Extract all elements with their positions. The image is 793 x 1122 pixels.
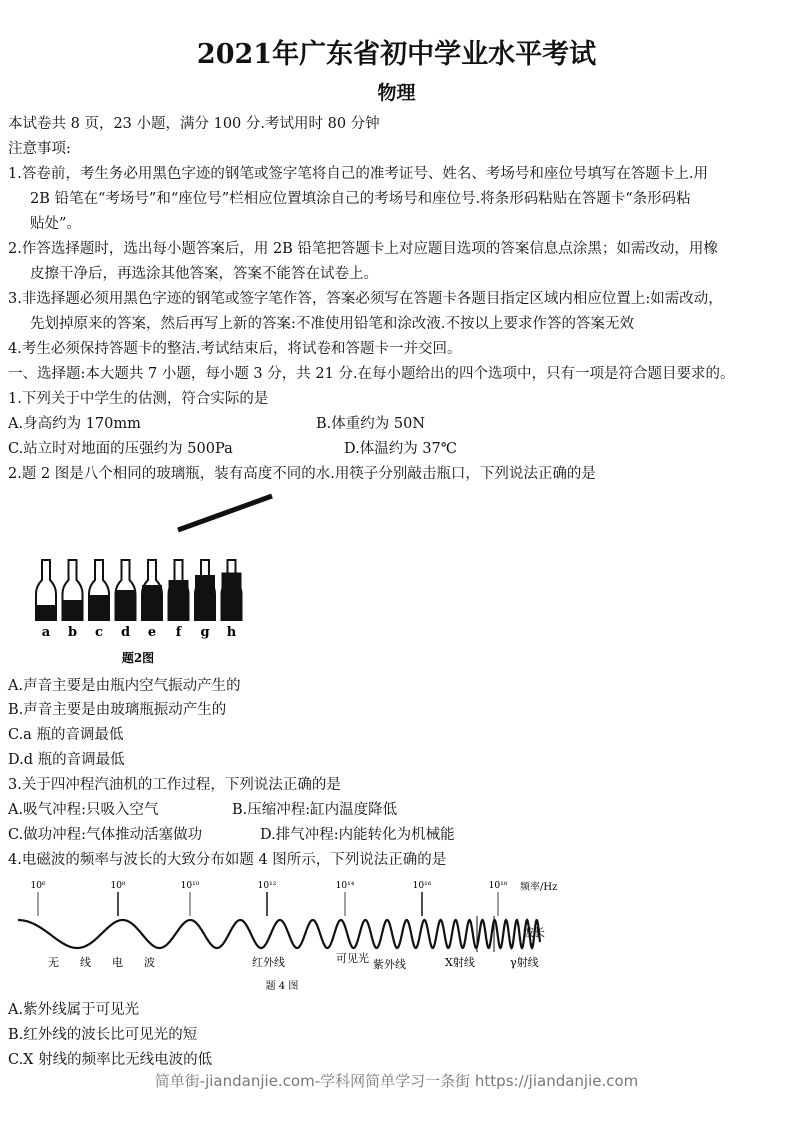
q1-option-b: B.体重约为 50N [316, 416, 426, 432]
q4-stem: 4.电磁波的频率与波长的大致分布如题 4 图所示，下列说法正确的是 [8, 852, 447, 868]
figure-2-bottles [30, 490, 290, 670]
q4-option-a: A.紫外线属于可见光 [8, 1002, 140, 1018]
notice-line: 贴处”。 [30, 216, 81, 232]
bottle-label: d [120, 625, 131, 640]
bottle-label: f [175, 625, 182, 640]
wavelength-label: 波长 [523, 926, 545, 939]
section-heading: 一、选择题:本大题共 7 小题，每小题 3 分，共 21 分.在每小题给出的四个选项中，只有一项是符合题目要求的。 [8, 366, 735, 382]
figure-4-caption: 题 4 图 [265, 981, 299, 992]
q3-option-d: D.排气冲程:内能转化为机械能 [260, 827, 455, 843]
notice-line: 3.非选择题必须用黑色字迹的钢笔或签字笔作答，答案必须写在答题卡各题目指定区域内相应位置上:如需改动， [8, 291, 723, 307]
water [222, 573, 242, 621]
bottle-label: c [95, 625, 103, 640]
q4-option-c: C.X 射线的频率比无线电波的低 [8, 1052, 213, 1068]
bottle-label: b [67, 625, 78, 640]
notice-heading: 注意事项: [8, 141, 71, 157]
water [89, 595, 109, 620]
bottle-label: e [147, 625, 157, 640]
q1-option-d: D.体温约为 37℃ [344, 441, 457, 457]
q3-option-c: C.做功冲程:气体推动活塞做功 [8, 827, 203, 843]
q2-option-d: D.d 瓶的音调最低 [8, 752, 125, 768]
freq-axis-label: 频率/Hz [520, 882, 558, 893]
figure-2-caption: 题2图 [121, 651, 155, 665]
figure-4-spectrum [0, 872, 580, 997]
q1-option-c: C.站立时对地面的压强约为 500Pa [8, 441, 233, 457]
freq-tick-label: 10⁶ [30, 881, 46, 891]
freq-tick-label: 10⁸ [110, 881, 126, 891]
q2-option-a: A.声音主要是由瓶内空气振动产生的 [8, 678, 241, 694]
notice-line: 先划掉原来的答案，然后再写上新的答案:不准使用铅笔和涂改液.不按以上要求作答的答案无效 [30, 316, 634, 332]
freq-tick-label: 10¹⁸ [488, 881, 508, 891]
subject-title: 物理 [377, 82, 416, 104]
freq-tick-label: 10¹² [257, 881, 277, 891]
band-label: 波 [144, 956, 155, 969]
q2-option-b: B.声音主要是由玻璃瓶振动产生的 [8, 702, 227, 718]
band-label: 线 [80, 956, 91, 969]
water [195, 575, 215, 620]
q2-option-c: C.a 瓶的音调最低 [8, 727, 124, 743]
water [63, 600, 83, 620]
bottle-label: h [226, 625, 237, 640]
band-label: γ射线 [510, 956, 539, 969]
notice-line: 1.答卷前，考生务必用黑色字迹的钢笔或签字笔将自己的准考证号、姓名、考场号和座位号填写在答题卡上.用 [8, 166, 708, 182]
notice-line: 2B 铅笔在“考场号”和“座位号”栏相应位置填涂自己的考场号和座位号.将条形码粘贴在答题卡“条形码粘 [30, 191, 691, 207]
intro: 本试卷共 8 页，23 小题，满分 100 分.考试用时 80 分钟 [8, 116, 380, 132]
q3-option-b: B.压缩冲程:缸内温度降低 [232, 802, 398, 818]
notice-line: 4.考生必须保持答题卡的整洁.考试结束后，将试卷和答题卡一并交回。 [8, 341, 462, 357]
notice-line: 2.作答选择题时，选出每小题答案后，用 2B 铅笔把答题卡上对应题目选项的答案信息点涂黑；如需改动，用橡 [8, 241, 718, 257]
q3-option-a: A.吸气冲程:只吸入空气 [8, 802, 159, 818]
band-label: 红外线 [252, 956, 285, 969]
water [169, 580, 189, 620]
q3-stem: 3.关于四冲程汽油机的工作过程，下列说法正确的是 [8, 777, 341, 793]
chopstick [178, 496, 272, 530]
band-label: X射线 [445, 956, 475, 969]
q4-option-b: B.红外线的波长比可见光的短 [8, 1027, 198, 1043]
bottle [36, 560, 56, 620]
bottle-label: a [41, 625, 51, 640]
bottle [142, 560, 162, 620]
bottle [116, 560, 136, 620]
water [36, 605, 56, 620]
freq-tick-label: 10¹⁶ [412, 881, 432, 891]
freq-tick-label: 10¹⁰ [180, 881, 200, 891]
band-label: 紫外线 [373, 958, 406, 971]
bottle [222, 560, 242, 620]
bottle-label: g [200, 625, 210, 640]
notice-line: 皮擦干净后，再选涂其他答案，答案不能答在试卷上。 [30, 266, 378, 282]
band-label: 电 [112, 956, 123, 969]
q1-option-a: A.身高约为 170mm [8, 416, 141, 432]
band-label: 可见光 [336, 952, 369, 965]
footer-watermark: 简单街-jiandanjie.com-学科网简单学习一条街 https://jiandanjie.com [154, 1072, 639, 1090]
q1-stem: 1.下列关于中学生的估测，符合实际的是 [8, 391, 269, 407]
exam-title: 2021年广东省初中学业水平考试 [196, 39, 597, 70]
water [142, 585, 162, 620]
freq-tick-label: 10¹⁴ [335, 881, 355, 891]
bottle [63, 560, 83, 620]
water [116, 590, 136, 620]
bottle [195, 560, 215, 620]
wave-curve [18, 920, 540, 948]
bottle [89, 560, 109, 620]
band-label: 无 [48, 956, 59, 969]
bottle [169, 560, 189, 620]
q2-stem: 2.题 2 图是八个相同的玻璃瓶，装有高度不同的水.用筷子分别敲击瓶口，下列说法正确的是 [8, 466, 596, 482]
